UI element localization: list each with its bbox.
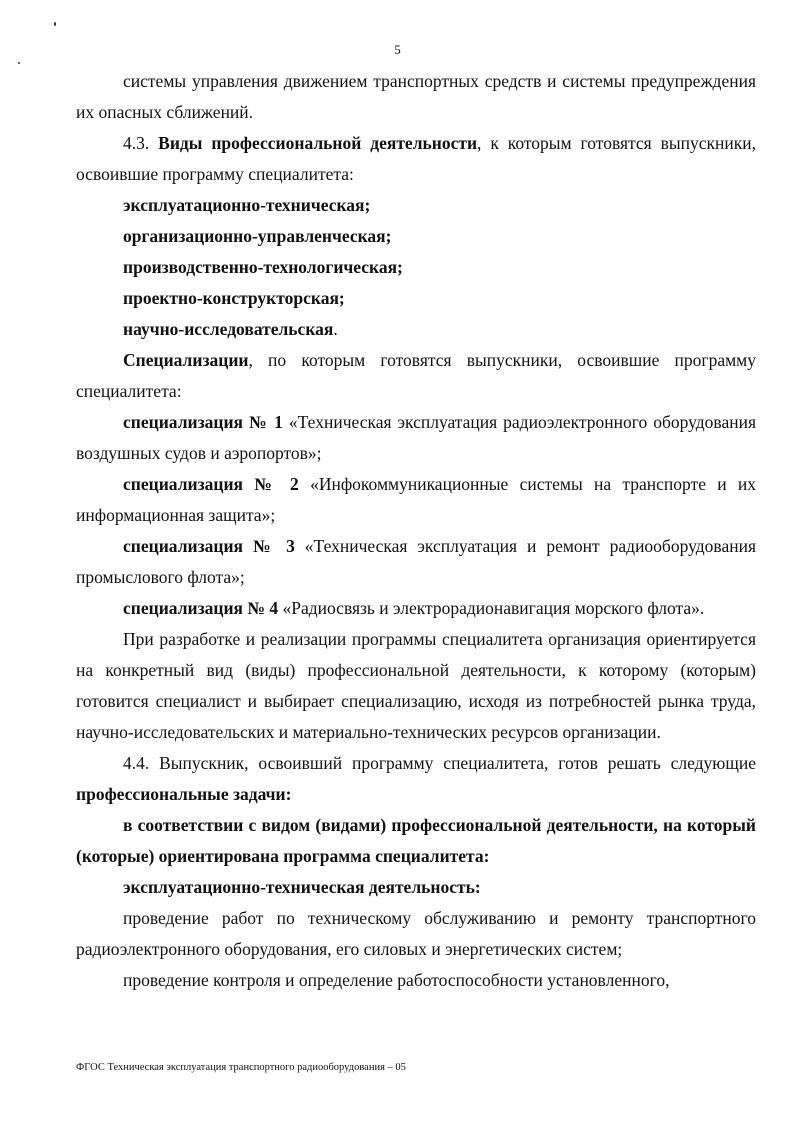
specialization-label: специализация № 2 (123, 474, 299, 494)
section-4-4 (76, 748, 756, 810)
specialization-1 (76, 407, 756, 469)
section-4-3 (76, 128, 756, 190)
specialization-text: «Техническая эксплуатация и ремонт радиооборудования промыслового флота»; (76, 536, 756, 587)
list-item (76, 190, 756, 221)
bold-paragraph (76, 810, 756, 872)
section-number: 4.4. (123, 753, 150, 773)
task-item-1: проведение работ по техническому обслуживанию и ремонту транспортного радиоэлектронного оборудования, его силовых и энергетических систем; (76, 908, 756, 959)
activity-types-list (76, 190, 756, 345)
section-number: 4.3. (123, 133, 150, 153)
specialization-label: специализация № 1 (123, 412, 283, 432)
list-item (76, 283, 756, 314)
section-text: , к которым готовятся выпускники, освоившие программу специалитета: (76, 133, 756, 184)
list-item (76, 314, 756, 345)
page-footer: ФГОС Техническая эксплуатация транспортного радиооборудования – 05 (76, 1062, 406, 1073)
scan-speck (18, 62, 20, 64)
specialization-2 (76, 469, 756, 531)
specialization-4 (76, 593, 756, 624)
specialization-label: специализация № 4 (123, 598, 279, 618)
page-number: 5 (394, 42, 401, 57)
activity-type: проектно-конструкторская; (123, 288, 345, 308)
specialization-3 (76, 531, 756, 593)
paragraph-text: , по которым готовятся выпускники, освоившие программу специалитета: (76, 350, 756, 401)
specialization-label: специализация № 3 (123, 536, 295, 556)
activity-type: организационно-управленческая; (123, 226, 392, 246)
specialization-text: «Техническая эксплуатация радиоэлектронного оборудования воздушных судов и аэропортов»; (76, 412, 757, 463)
activity-type: производственно-технологическая; (123, 257, 403, 277)
specialization-text: «Инфокоммуникационные системы на транспорте и их информационная защита»; (76, 474, 756, 525)
section-bold-term: профессиональные задачи: (76, 784, 292, 804)
bold-term: Специализации (123, 350, 249, 370)
subheading (76, 872, 756, 903)
specializations-intro (76, 345, 756, 407)
section-bold-term: Виды профессиональной деятельности (158, 133, 478, 153)
task-item-2: проведение контроля и определение работоспособности установленного, (123, 970, 670, 990)
paragraph-orientation: При разработке и реализации программы специалитета организация ориентируется на конкретный вид (виды) профессиональной деятельности, к которому (которым) готовится специалист и выбирает специализацию, исходя из потребностей рынка труда, научно-исследовательских и материально-технических ресурсов организации. (76, 629, 756, 742)
list-item (76, 221, 756, 252)
document-body (76, 66, 756, 996)
section-text: Выпускник, освоивший программу специалитета, готов решать следующие (149, 753, 756, 773)
list-item (76, 252, 756, 283)
activity-type: эксплуатационно-техническая; (123, 195, 371, 215)
list-item-suffix: . (333, 319, 338, 339)
bold-text: эксплуатационно-техническая деятельность: (123, 877, 481, 897)
scan-speck (54, 22, 56, 26)
specialization-text: «Радиосвязь и электрорадионавигация морского флота». (278, 598, 705, 618)
paragraph-continuation: системы управления движением транспортных средств и системы предупреждения их опасных сближений. (76, 71, 756, 122)
bold-text: в соответствии с видом (видами) профессиональной деятельности, на который (которые) ориентирована программа специалитета: (76, 815, 756, 866)
activity-type: научно-исследовательская (123, 319, 334, 339)
